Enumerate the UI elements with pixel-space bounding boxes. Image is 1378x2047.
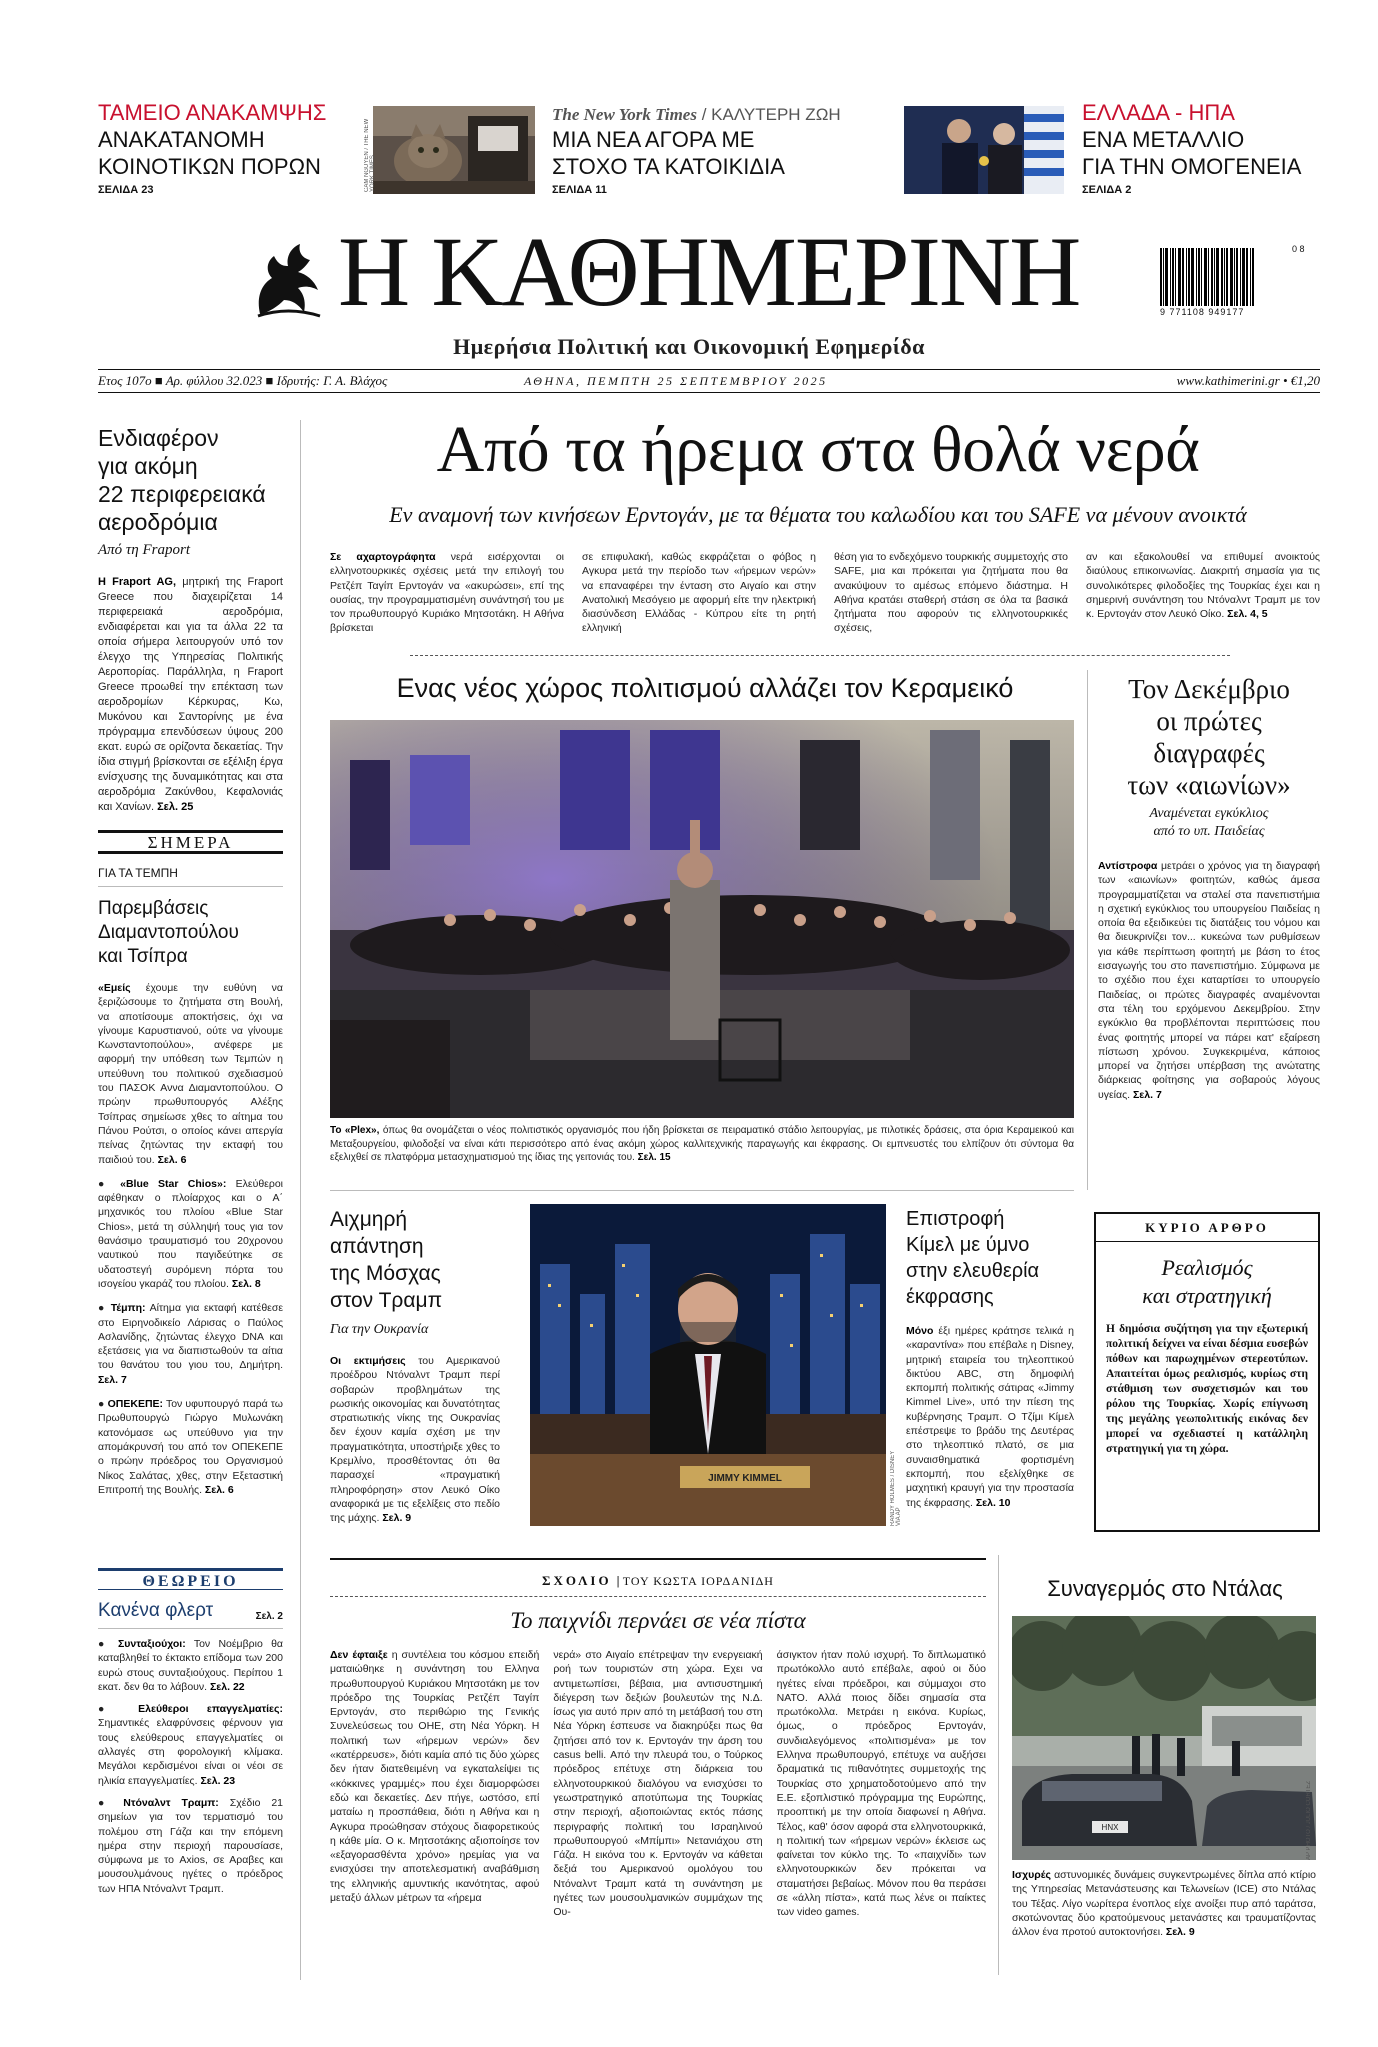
comment-col-2: νερά» στο Αιγαίο επέτρεψαν την ενεργειακή ροή των τουριστών στη χώρα. Εχει να αντιμετωπίσει, βέβαια, μια αντισυστημική διέγερση των δεξιών βουλευτών της Ν.Δ. ίσως για αυτό πριν από τη μετάβασή του στη Νέα Υόρκη έσπευσε να διακηρύξει πως θα ζητήσει από τον κ. Ερντογάν την άρση του casus belli. Από την πλευρά του, ο Τούρκος πρόεδρος επέτυχε στη διάρκεια του ελληνοτουρκικού διαλόγου να ενισχύσει το γεωστρατηγικό αποτύπωμα της Τουρκίας στην περιοχή, αξιοποιώντας εκτός πάσης περιγραφής πολιτική του Ισραηλινού πρωθυπουργού «Μπίμπι» Νετανιάχου στη Γάζα. Η εικόνα του κ. Ερντογάν να κάθεται δεξιά του Αμερικανού ομολόγου του Ντόναλντ Τραμπ κατά τη συνάντηση με ηγέτες των μουσουλμανικών συμμάχων της Ου- [553,1649,763,1919]
comment-col-3: άσιγκτον ήταν πολύ ισχυρή. Το διπλωματικό πρωτόκολλο αυτό επέβαλε, αφού οι δύο ηγέτες είναι πρόεδροι, και σύμμαχοι στο ΝΑΤΟ. Αλλά ποιος δίδει σημασία στα πρωτόκολλα. Μετράει η εικόνα. Κυρίως, όμως, ο πρόεδρος Ερντογάν, συνδιαλεγόμενος «πολιτισμένα» με τον Ελληνα πρωθυπουργό, επέτυχε να αυξήσει δραματικά τις πιθανότητες συμμετοχής της Τουρκίας στο χρηματοδοτούμενο από την Ε.Ε. εξοπλιστικό πρόγραμμα της Ευρώπης, προοπτική με την οποία διαφωνεί η Αθήνα. Τέλος, καθ' όσον αφορά στα ελληνοτουρκικά, η πολιτική των «ήρεμων νερών» έκλεισε ως φαίνεται τον κύκλο της. Το «παιχνίδι» των ελληνοτουρκικών δεν πρόκειται να σταματήσει βεβαίως. Μόνον που θα περάσει σε «άλλη πίστα», κατά πως λένε οι παίκτες των video games. [776,1649,986,1919]
teaser-title-line: ΓΙΑ ΤΗΝ ΟΜΟΓΕΝΕΙΑ [1082,154,1302,179]
simera-title[interactable]: Παρεμβάσεις Διαμαντοπούλου και Τσίπρα [98,898,239,967]
main-col-1: Σε αχαρτογράφητα νερά εισέρχονται οι ελληνοτουρκικές σχέσεις μετά την επιλογή του Ρετζέπ Ταγίπ Ερντογάν να «ακυρώσει», επί της ουσίας, την προγραμματισμένη συνάντησή του με τον πρωθυπουργό Κυριάκο Μητσοτάκη. Η Αθήνα βρίσκεται [330,551,564,635]
photo-credit: CAM NGUYEN / THE NEW YORK TIMES [364,118,376,192]
teaser-kicker: / ΚΑΛΥΤΕΡΗ ΖΩΗ [696,105,841,124]
plate-text: HNX [1101,1823,1119,1832]
main-col-3: θέση για το ενδεχόμενο τουρκικής συμμετοχής στο SAFE, μια και πρόκειται για ζητήματα που θα ανακύψουν το αμέσως επόμενο διάστημα. Η Αθήνα κρατάει σταθερή στάση σε όλα τα βασικά ζητήματα που αφορούν τις ελληνοτουρκικές σχέσεις, [834,551,1068,635]
culture-headline[interactable]: Ενας νέος χώρος πολιτισμού αλλάζει τον Κεραμεικό [396,673,1014,703]
teaser-title-line: ΚΟΙΝΟΤΙΚΩΝ ΠΟΡΩΝ [98,154,321,179]
comment-header: ΣΧΟΛΙΟ | ΤΟΥ ΚΩΣΤΑ ΙΟΡΔΑΝΙΔΗ [542,1573,774,1588]
dallas-headline[interactable]: Συναγερμός στο Ντάλας [1047,1576,1283,1601]
main-col-2: σε επιφυλακή, καθώς εκφράζεται ο φόβος η Αγκυρα μετά την περίοδο των «ήρεμων νερών» να επαναφέρει την ένταση στο Αιγαίο και στην Ανατολική Μεσόγειο με αφορμή είτε την ηλεκτρική διασύνδεση Ελλάδας - Κύπρου είτε τη ρητή ελληνική [582,551,816,635]
teaser-title-line: ΑΝΑΚΑΤΑΝΟΜΗ [98,127,265,152]
editorial-title: Ρεαλισμός και στρατηγική [1142,1255,1272,1308]
dallas-image [1012,1616,1316,1860]
story-deck: Αναμένεται εγκύκλιος από το υπ. Παιδείας [1149,806,1269,839]
medal-image [904,106,1064,194]
dallas-caption: Ισχυρές αστυνομικές δυνάμεις συγκεντρωμένες δίπλα από κτίριο της Υπηρεσίας Μετανάστευσης και Τελωνείων (ICE) στο Ντάλας του Τέξας. Λίγο νωρίτερα ένοπλος είχε ανοίξει πυρ από ταράτσα, σκοτώνοντας δύο κρατούμενους μετανάστες και τραυματίζοντας άλλον ένα προτού αυτοκτονήσει. Σελ. 9 [1012,1869,1316,1939]
main-col-4: αν και εξακολουθεί να επιθυμεί ανοικτούς διαύλους επικοινωνίας. Διακριτή σημασία για τις συνολικότερες φιλοδοξίες της Τουρκίας έχει και η σημερινή συνάντηση του Ντόναλντ Τραμπ με τον κ. Ερντογάν στον Λευκό Οίκο. Σελ. 4, 5 [1086,551,1320,621]
teaser-left[interactable] [98,100,338,196]
teaser-page: ΣΕΛΙΔΑ 23 [98,184,154,196]
story-body: Η Fraport AG, μητρική της Fraport Greece που διαχειρίζεται 14 περιφερειακά αεροδρόμια, ενδιαφέρεται και για τα άλλα 22 τα οποία σήμερα λειτουργούν υπό τον έλεγχο της Υπηρεσίας Πολιτικής Αεροπορίας. Παράλληλα, η Fraport Greece προωθεί την επέκταση των αεροδρομίων Κέρκυρας, Κω, Μυκόνου και Σαντορίνης με ένα πρόγραμμα επενδύσεων ύψους 200 εκατ. ευρώ σε ορίζοντα δεκαετίας. Την ίδια στιγμή βρίσκονται σε εξέλιξη έργα ενίσχυσης της δυναμικότητας και στα αεροδρόμια Ζακύνθου, Κεφαλονιάς και Χανίων. Σελ. 25 [98,576,283,813]
december-story[interactable] [1098,673,1320,1102]
main-story-body [330,550,1320,642]
nyt-logo: The New York Times [552,105,697,124]
kimmel-photo[interactable] [530,1204,886,1526]
story-deck: Για την Ουκρανία [330,1322,429,1337]
theoreio-section [98,1568,283,1896]
main-headline[interactable]: Από τα ήρεμα στα θολά νερά [436,413,1200,486]
plex-image [330,720,1074,1118]
teaser-kicker: ΤΑΜΕΙΟ ΑΝΑΚΑΜΨΗΣ [98,100,327,125]
simera-item[interactable]: ● ΟΠΕΚΕΠΕ: Τον υφυπουργό παρά τω Πρωθυπουργώ Γιώργο Μυλωνάκη κατονόμασε ως υπεύθυνο για την απομάκρυνσή του από τον ΟΠΕΚΕΠΕ ο πρώην πρόεδρος του Οργανισμού Νίκος Σαλάτας, χθες, στην Εξεταστική Επιτροπή της Βουλής. Σελ. 6 [98,1398,283,1496]
simera-item[interactable]: ● Τέμπη: Αίτημα για εκταφή κατέθεσε στο Ειρηνοδικείο Λάρισας ο Παύλος Ασλανίδης, ζητώντας έλεγχο DNA και εξετάσεις για να διαπιστωθούν τα αίτια του θανάτου του γιου του, Δημήτρη. Σελ. 7 [98,1302,283,1386]
theoreio-item[interactable]: ● Ελεύθεροι επαγγελματίες: Σημαντικές ελαφρύνσεις φέρνουν για τους ελεύθερους επαγγελματίες οι αλλαγές στη φορολογική κλίμακα. Μεγάλοι κερδισμένοι είναι οι νέοι σε ηλικία επαγγελματίες. Σελ. 23 [98,1703,284,1787]
story-title: Ενδιαφέρον για ακόμη 22 περιφερειακά αεροδρόμια [98,425,266,535]
main-deck: Εν αναμονή των κινήσεων Ερντογάν, με τα θέματα του καλωδίου και του SAFE να μένουν ανοικτά [389,502,1247,527]
editorial-header: ΚΥΡΙΟ ΑΡΘΡΟ [1096,1214,1318,1242]
kimmel-desk-label: JIMMY KIMMEL [708,1473,782,1484]
teaser-kicker-row [552,104,852,126]
culture-caption: Το «Plex», όπως θα ονομάζεται ο νέος πολιτιστικός οργανισμός που ήδη βρίσκεται σε πειραματικό στάδιο λειτουργίας, με πιλοτικές δράσεις, στα όρια Κεραμεικού και Μεταξουργείου, φιλοδοξεί να είναι κάτι περισσότερο από ένας ακόμη χώρος καλλιτεχνικής παραγωγής και έκφρασης. Οι εμπνευστές του ελπίζουν ότι σύντομα θα εξελιχθεί σε πλατφόρμα μετασχηματισμού της ίδιας της γειτονιάς του. Σελ. 15 [330,1125,1074,1163]
issue-website-price: www.kathimerini.gr • €1,20 [1176,373,1320,388]
teaser-page: ΣΕΛΙΔΑ 2 [1082,184,1132,196]
comment-col-1: Δεν έφταιξε η συντέλεια του κόσμου επειδή ματαιώθηκε η συνάντηση του Ελληνα πρωθυπουργού Κυριάκου Μητσοτάκη με τον πρόεδρο της Τουρκίας Ρετζέπ Ταγίπ Ερντογάν, στο περιθώριο της Γενικής Συνελεύσεως του ΟΗΕ, στη Νέα Υόρκη. Η πολιτική των «ήρεμων νερών» δεν «κατέρρευσε», διότι καμία από τις δύο χώρες δεν ήταν διατεθειμένη να εγκαταλείψει τις «κόκκινες γραμμές» που έχει διαμορφώσει εδώ και δεκαετίες. Δεν πήγε, ωστόσο, επί ματαίω η προσπάθεια, διότι η Αθήνα και η Αγκυρα προώθησαν στόχους διαφορετικούς η κάθε μία. Ο κ. Μητσοτάκης αξιοποίησε τον «εξαγορασθέντα χρόνο» ηρεμίας για να ενισχύσει την αποτελεσματική αναβάθμιση της ελληνικής αμυντικής ικανότητας, αφού μεταξύ άλλων μέτρων τα «ήρεμα [330,1649,540,1905]
simera-header: ΣΗΜΕΡΑ [98,830,283,854]
theoreio-item[interactable]: ● Ντόναλντ Τραμπ: Σχέδιο 21 σημείων για τον τερματισμό του πολέμου στη Γάζα και την επόμενη ημέρα στην περιοχή παρουσίασε, σύμφωνα με το Axios, σε Αραβες και μουσουλμάνους ηγέτες ο πρόεδρος των ΗΠΑ Ντόναλντ Τραμπ. [98,1796,283,1895]
simera-body: «Εμείς έχουμε την ευθύνη να ξεριζώσουμε το ζητήματα στη Βουλή, να αποτίσουμε αποκτήσεις, όχι να γίνουμε Καρυστιανού, ούτε να γίνουμε Κωνσταντοπούλου», ανέφερε με αφορμή την υπόθεση των Τεμπών η υπεύθυνη του πολιτικού σχεδιασμού του ΠΑΣΟΚ Αννα Διαμαντοπούλου. Ο πρώην πρωθυπουργός Αλέξης Τσίπρας σημείωσε χθες το αίτημα του Πάνου Ρούτσι, ο οποίος κάνει απεργία πείνας ζητώντας την εκταφή του παιδιού του. Σελ. 6 [98,982,283,1166]
teaser-page: ΣΕΛΙΔΑ 11 [552,184,607,196]
theoreio-header: ΘΕΩΡΕΙΟ [98,1568,283,1590]
teaser-right[interactable] [1082,100,1322,196]
story-body: Αντίστροφα μετράει ο χρόνος για τη διαγραφή των «αιωνίων» φοιτητών, καθώς άμεσα προγραμματίζεται να σταλεί στα πανεπιστήμια η σχετική εγκύκλιος του υπουργείου Παιδείας η οποία θα εξειδικεύει τις διατάξεις του νόμου και θα διευκρινίζει τον... κυκεώνα των ρυθμίσεων για κάθε περίπτωση φοιτητή με βάση το έτος εισαγωγής του στο πανεπιστήμιο. Σύμφωνα με το σχέδιο που έχει καταρτίσει το υπουργείο Παιδείας, οι πρώτες διαγραφές αναμένονται στα τέλη του ερχόμενου Δεκεμβρίου. Στην εγκύκλιο θα προβλέπονται περιπτώσεις που ένας φοιτητής μπορεί να πάρει κατ' εξαίρεση πίστωση χρόνου. Συγκεκριμένα, κάποιος μπορεί να ζητήσει υπέρβαση της ανώτατης διάρκειας φοίτησης για σοβαρούς λόγους υγείας. Σελ. 7 [1098,860,1320,1101]
comment-body [330,1648,986,1948]
teaser-title-line: ΜΙΑ ΝΕΑ ΑΓΟΡΑ ΜΕ [552,127,755,152]
issue-info: Ετος 107ο ■ Αρ. φύλλου 32.023 ■ Ιδρυτής: Γ. Α. Βλάχος [98,373,388,388]
issue-date: ΑΘΗΝΑ, ΠΕΜΠΤΗ 25 ΣΕΠΤΕΜΒΡΙΟΥ 2025 [524,374,828,388]
kimmel-image [530,1204,886,1526]
theoreio-item[interactable]: ● Συνταξιούχοι: Τον Νοέμβριο θα καταβληθεί το έκτακτο επίδομα των 200 ευρώ στους συνταξιούχους. Περίπου 1 εκατ. δεν θα το λάβουν. Σελ. 22 [98,1638,283,1693]
barcode-top-digits: 0 8 [1292,244,1305,254]
theoreio-title-row[interactable]: Κανένα φλερτ Σελ. 2 [98,1600,283,1622]
barcode-digits: 9 771108 949177 [1160,307,1245,317]
dallas-photo[interactable] [1012,1616,1316,1860]
teaser-title-line: ΕΝΑ ΜΕΤΑΛΛΙΟ [1082,127,1245,152]
teaser-center[interactable] [552,104,852,196]
story-title: Αιχμηρή απάντηση της Μόσχας στον Τραμπ [330,1208,443,1312]
masthead-title: Η ΚΑΘΗΜΕΡΙΝΗ [338,216,1080,327]
photo-credit: RANDY HOLMES / DISNEY VIA AP [890,1450,902,1526]
moscow-story[interactable] [330,1206,500,1526]
photo-credit: AP PHOTO / JULIO CORTEZ [1306,1780,1312,1860]
left-story[interactable] [98,424,283,815]
griffin-logo-icon [248,236,328,322]
story-title: Τον Δεκέμβριο οι πρώτες διαγραφές των «αιωνίων» [1127,674,1291,800]
simera-section [98,830,283,1497]
teaser-cat-photo[interactable] [373,106,535,194]
story-title: Επιστροφή Κίμελ με ύμνο στην ελευθερία έκφρασης [906,1208,1040,1308]
cat-image [373,106,535,194]
masthead-subtitle: Ημερήσια Πολιτική και Οικονομική Εφημερίδα [453,334,925,359]
teaser-title-line: ΣΤΟΧΟ ΤΑ ΚΑΤΟΙΚΙΔΙΑ [552,154,785,179]
editorial[interactable] [1094,1212,1320,1532]
comment-title[interactable]: Το παιχνίδι περνάει σε νέα πίστα [510,1608,806,1633]
culture-photo[interactable] [330,720,1074,1118]
simera-item[interactable]: ● «Blue Star Chios»: Ελεύθεροι αφέθηκαν ο πλοίαρχος και ο Α΄ μηχανικός του πλοίου «Blue Star Chios», μετά τη σύλληψή τους για τον θανάσιμο τραυματισμό του 20χρονου ναυτικού που παγιδεύτηκε σε υδατοστεγή συρόμενη πόρτα του ισογείου γκαράζ του πλοίου. Σελ. 8 [98,1177,283,1290]
story-body: Μόνο έξι ημέρες κράτησε τελικά η «καραντίνα» που επέβαλε η Disney, μητρική εταιρεία του τηλεοπτικού δικτύου ABC, στη δημοφιλή εκπομπή πολιτικής σάτιρας «Jimmy Kimmel Live», υπό την πίεση της κυβέρνησης Τραμπ. Ο Τζίμι Κίμελ επέστρεψε το βράδυ της Δευτέρας στο τηλεοπτικό πλατό, σε μια συναισθηματικά φορτισμένη εκπομπή, που εξελίχθηκε σε μαχητική κραυγή για την προστασία της έκφρασης. Σελ. 10 [906,1325,1074,1509]
barcode [1160,248,1290,317]
teaser-kicker: ΕΛΛΑΔΑ - ΗΠΑ [1082,100,1235,125]
story-byline: Από τη Fraport [98,542,190,558]
kimmel-story[interactable] [906,1206,1074,1510]
teaser-medal-photo[interactable] [904,106,1064,194]
editorial-body: Η δημόσια συζήτηση για την εξωτερική πολιτική δείχνει να είναι δέσμια ευσεβών πόθων και παρωχημένων στερεοτύπων. Απαιτείται όμως ρεαλισμός, κυρίως στη στάθμιση των συσχετισμών και του ρόλου της Τουρκίας. Χωρίς επίγνωση της μεγάλης γεωπολιτικής εικόνας δεν μπορεί να σχεδιαστεί η κατάλληλη στρατηγική για τη χώρα. [1106,1323,1308,1455]
section-label: ΓΙΑ ΤΑ ΤΕΜΠΗ [98,866,178,880]
story-body: Οι εκτιμήσεις του Αμερικανού προέδρου Ντόναλντ Τραμπ περί σοβαρών προβλημάτων της ρωσικής οικονομίας και δυνατότητας στρατιωτικής νίκης της Ουκρανίας δεν έχουν καμία σχέση με την πραγματικότητα, υποστήριξε χθες το Κρεμλίνο, προσθέτοντας ότι θα παρασχεί «πραγματική πληροφόρηση» στον Λευκό Οίκο αναφορικά με τις εξελίξεις στο πεδίο της μάχης. Σελ. 9 [330,1355,501,1525]
barcode-bars [1160,248,1290,306]
